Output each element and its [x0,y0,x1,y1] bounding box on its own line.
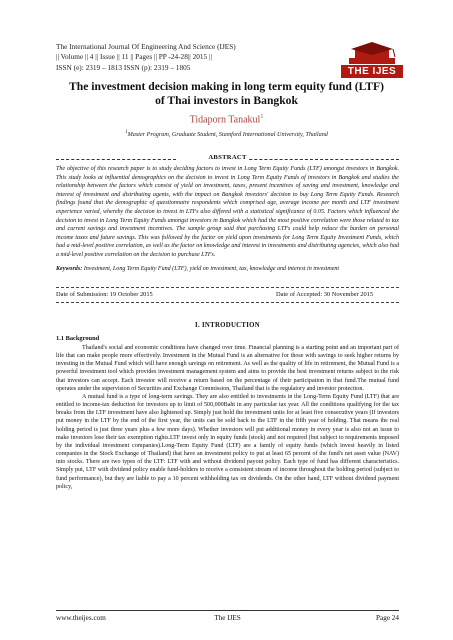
keywords-text: Investment, Long Term Equity Fund (LTF), yield on investment, tax, knowledge and interest in investment [83,266,340,272]
title-line: The investment decision making in long term equity fund (LTF) [69,80,384,93]
keywords-label: Keywords: [56,266,83,272]
affiliation-text: Master Program, Graduate Student, Stamford International University, Thailand [127,131,328,139]
abstract-text: The objective of this research paper is to study deciding factors to invest in Long Term Equity Funds (LTF) amongst investors in Bangkok. This study looks at influential demographics on the decision to invest in Long Term Equity Funds of investors in Bangkok and studies the relationship between the factors which consist of yield on investment, taxes, present incentives of saving and investment, knowledge and interest of investment and distributing agents, with the impact on Bangkok investors' decision to buy Long Term Equity Funds. Research findings found that the demographic of questionnaire respondents which comprised age, average income per month and LTF investment experience varied, whereby the decision to invest in LTFs also differed with a statistical significance of 0.05. Factors which influenced the decision to invest in Long Term Equity Funds amongst investors in Bangkok which had the most positive correlation were those related to tax and current savings and investment incentives. The sample group said that purchasing LTFs could help reduce the burden on personal income taxes and future savings. This was followed by the factor on yield upon investments for Long Term Equity Investment Funds, which had a mid-level positive correlation, as well as the factor on knowledge and interest in investments and distributing agencies, which also had a mid-level positive correlation on the decision to purchase LTFs. [56,166,399,258]
journal-name: The International Journal Of Engineering And Science (IJES) [56,42,236,51]
abstract-divider-left [56,159,176,160]
accepted-date: Date of Accepted: 30 November 2015 [276,291,374,298]
abstract-divider-right [229,159,399,160]
journal-volume: || Volume || 4 || Issue || 11 || Pages || PP -24-28|| 2015 || [56,52,212,62]
page-footer [56,614,399,624]
author-name [40,114,413,125]
abstract-label: ABSTRACT [208,154,247,161]
section-title: INTRODUCTION [201,322,260,329]
section-heading [56,322,399,329]
journal-header [56,42,336,73]
submission-date: Date of Submission: 19 October 2015 [56,291,153,298]
paper-title [40,80,413,108]
author-superscript: 1 [260,114,264,120]
journal-logo [341,42,403,78]
divider [56,287,399,288]
logo-text: THE IJES [341,65,403,78]
divider [56,302,399,303]
abstract-heading [56,154,399,164]
body-text [56,344,399,491]
section-number: I. [195,322,200,329]
page-number: Page 24 [376,614,399,622]
paragraph: A mutual fund is a type of long-term savings. They are also entitled to investments in the Long-Term Equity Fund (LTF) that are entitled to income-tax deduction for investors up to limit of 500,000Baht in any particular tax year. All the conditions qualifying for the tax breaks from the LTF investment have also lightened up. Simply just hold the investment units for at least five consecutive years (If investors put money in the LTF by the end of the first year, the units can be sold back to the LTF in the fifth year of holding. That means the real holding period is just three years plus a few more days). Whether investors will put additional money in every year is also not an issue to make investors lose their tax exemption rights.LTF invest only in equity funds (stock) and not required (but subject to requirements imposed by the individual investment companies).Long-Term Equity Fund (LTF) are a family of equity funds (which invest heavily in listed companies in the Stock Exchange of Thailand) that have an investment policy to put at least 65 percent of the fund's net asset value (NAV) into stocks. There are two types of the LTF: LTF with and without dividend payout policy. Each type of fund has different characteristics. Simply put, LTF with dividend policy enable fund-holders to receive a consistent stream of income throughout the holding period (subject to fund performance), but they are liable to pay a 10 percent withholding tax on dividends. On the other hand, LTF without dividend payment policy, [56,393,399,490]
subsection-heading: 1.1 Background [56,335,100,342]
graduate-cap-icon [341,42,403,66]
journal-issn: ISSN (e): 2319 – 1813 ISSN (p): 2319 – 1805 [56,62,191,72]
title-line: of Thai investors in Bangkok [155,94,298,107]
footer-website[interactable]: www.theijes.com [56,614,106,622]
affiliation [40,130,413,138]
footer-divider [56,610,399,611]
footer-journal: The IJES [214,614,241,622]
author-text: Tidaporn Tanakul [189,114,261,126]
keywords [56,265,399,274]
affiliation-superscript: 1 [125,130,128,135]
paragraph: Thailand's social and economic conditions have changed over time. Financial planning is a starting point and an important part of life that can make people more effectively. Investment in the Mutual Fund is an alternative for those with savings to seek higher returns by investing in the Mutual Fund which will have enough savings on retirement. As well as the quality of life in retirement, the Mutual Fund is a powerful investment tool which provides investment management system and aims to provide the best investment returns subject to the risk that investors can accept. Each investor will receive a return based on the percentage of their participation in that fund.The mutual fund operates under the supervision of Securities and Exchange Commission, Thailand that is the regulatory and investor protection. [56,345,399,392]
